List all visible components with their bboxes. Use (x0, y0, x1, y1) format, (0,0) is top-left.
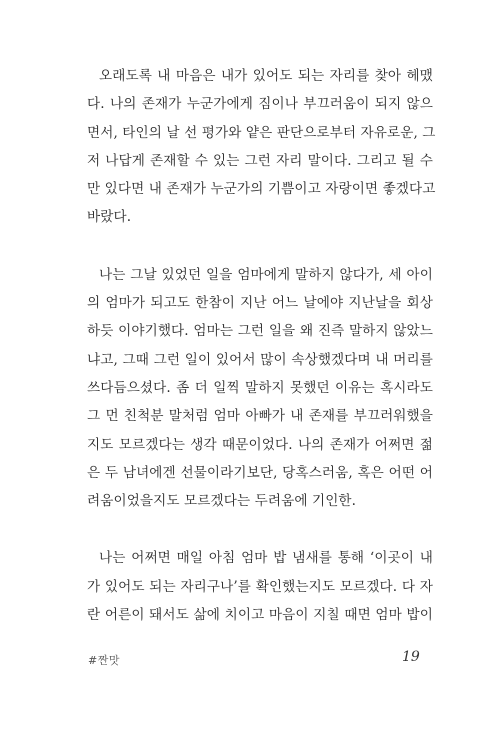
text-line: 면서, 타인의 날 선 평가와 얕은 판단으로부터 자유로운, 그 (87, 124, 436, 141)
page-number: 19 (402, 649, 420, 665)
text-line: 만 있다면 내 존재가 누군가의 기쁨이고 자랑이면 좋겠다고 (87, 181, 436, 198)
text-line: 바랐다. (87, 209, 132, 226)
paragraph-2 (87, 261, 433, 516)
text-line: 다. 나의 존재가 누군가에게 짐이나 부끄러움이 되지 않으 (87, 96, 433, 113)
text-line: 은 두 남녀에겐 선물이라기보단, 당혹스러움, 혹은 어떤 어 (87, 464, 433, 481)
text-line: 의 엄마가 되고도 한참이 지난 어느 날에야 지난날을 회상 (87, 295, 433, 312)
text-line: 나는 어쩌면 매일 아침 엄마 밥 냄새를 통해 ‘이곳이 내 (99, 550, 433, 567)
paragraph-1 (87, 62, 436, 232)
text-line: 려움이었을지도 모르겠다는 두려움에 기인한. (87, 493, 357, 510)
text-line: 나는 그날 있었던 일을 엄마에게 말하지 않다가, 세 아이 (99, 266, 433, 283)
text-line: 가 있어도 되는 자리구나’를 확인했는지도 모르겠다. 다 자 (87, 578, 433, 595)
text-line: 저 나답게 존재할 수 있는 그런 자리 말이다. 그리고 될 수 (87, 152, 433, 169)
text-line: 오래도록 내 마음은 내가 있어도 되는 자리를 찾아 헤맸 (99, 68, 433, 84)
paragraph-gap (87, 232, 433, 261)
body-text (87, 62, 436, 629)
text-line: 하듯 이야기했다. 엄마는 그런 일을 왜 진즉 말하지 않았느 (87, 323, 433, 340)
text-line: 지도 모르겠다는 생각 때문이었다. 나의 존재가 어쩌면 젊 (87, 436, 433, 453)
text-line: 란 어른이 돼서도 삶에 치이고 마음이 지칠 때면 엄마 밥이 (87, 607, 433, 624)
paragraph-gap (87, 515, 433, 544)
paragraph-3 (87, 544, 433, 629)
text-line: 그 먼 친척분 말처럼 엄마 아빠가 내 존재를 부끄러워했을 (87, 408, 433, 425)
text-line: 냐고, 그때 그런 일이 있어서 많이 속상했겠다며 내 머리를 (87, 351, 433, 368)
text-line: 쓰다듬으셨다. 좀 더 일찍 말하지 못했던 이유는 혹시라도 (87, 379, 433, 396)
running-footer-title: #짠맛 (88, 654, 120, 667)
